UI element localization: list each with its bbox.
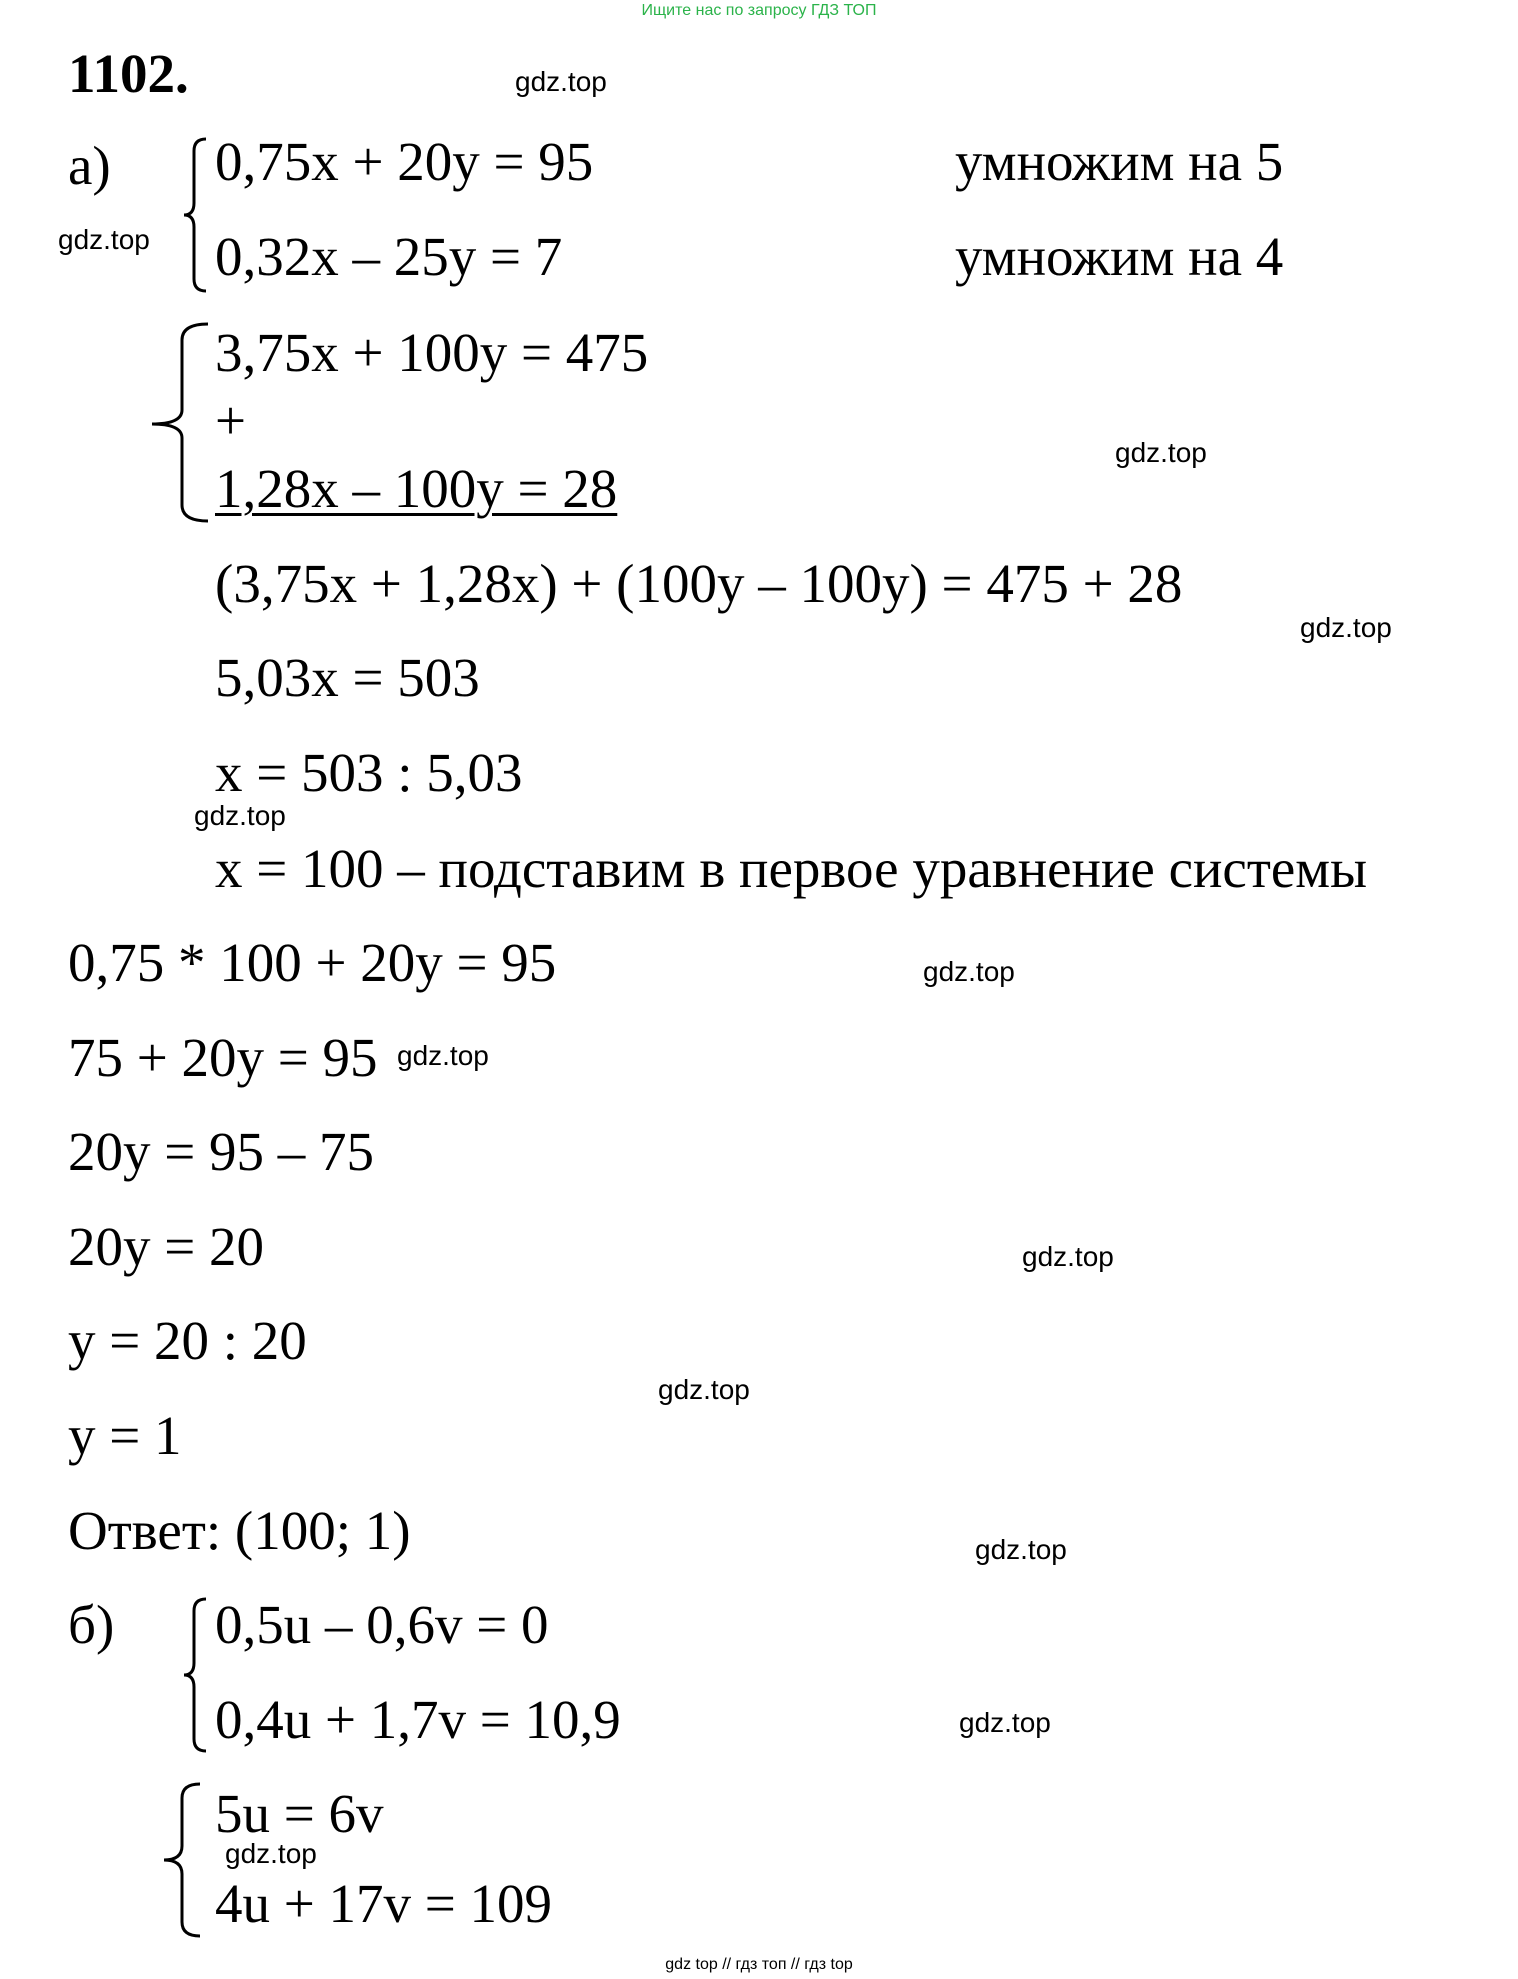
- bottom-banner[interactable]: gdz top // гдз топ // гдз top: [665, 1956, 853, 1973]
- system-b2-eq1: 5u = 6v: [215, 1783, 384, 1844]
- watermark[interactable]: gdz.top: [1115, 437, 1207, 468]
- system2-eq2: 1,28x – 100y = 28: [215, 458, 618, 519]
- system-b1-eq1: 0,5u – 0,6v = 0: [215, 1594, 549, 1655]
- watermark[interactable]: gdz.top: [1022, 1241, 1114, 1272]
- sub-step-2: 75 + 20y = 95: [68, 1027, 378, 1088]
- brace-system-1: [180, 135, 210, 295]
- sub-step-4: 20y = 20: [68, 1216, 265, 1277]
- system1-eq2: 0,32x – 25y = 7: [215, 226, 563, 287]
- watermark[interactable]: gdz.top: [1300, 612, 1392, 643]
- step-1: (3,75x + 1,28x) + (100y – 100y) = 475 + 28: [215, 553, 1183, 614]
- watermark[interactable]: gdz.top: [194, 800, 286, 831]
- sub-step-5: y = 20 : 20: [68, 1310, 307, 1371]
- system1-eq1: 0,75x + 20y = 95: [215, 131, 594, 192]
- watermark[interactable]: gdz.top: [397, 1040, 489, 1071]
- system2-eq1: 3,75x + 100y = 475: [215, 322, 649, 383]
- brace-system-2: [148, 320, 213, 525]
- system-b2-eq2: 4u + 17v = 109: [215, 1873, 553, 1934]
- system-b1-eq2: 0,4u + 1,7v = 10,9: [215, 1689, 621, 1750]
- problem-number: 1102.: [68, 43, 189, 104]
- watermark[interactable]: gdz.top: [975, 1534, 1067, 1565]
- note-multiply-5: умножим на 5: [955, 131, 1284, 192]
- answer: Ответ: (100; 1): [68, 1500, 411, 1561]
- brace-system-b1: [180, 1595, 210, 1755]
- top-banner[interactable]: Ищите нас по запросу ГДЗ ТОП: [641, 2, 877, 19]
- step-3: x = 503 : 5,03: [215, 742, 523, 803]
- sub-step-3: 20y = 95 – 75: [68, 1121, 375, 1182]
- sub-step-6: y = 1: [68, 1405, 182, 1466]
- brace-system-b2: [160, 1780, 205, 1940]
- watermark[interactable]: gdz.top: [658, 1374, 750, 1405]
- sub-step-1: 0,75 * 100 + 20y = 95: [68, 932, 557, 993]
- system2-plus: +: [215, 390, 247, 451]
- watermark[interactable]: gdz.top: [58, 224, 150, 255]
- step-4: x = 100 – подставим в первое уравнение системы: [215, 838, 1368, 899]
- watermark[interactable]: gdz.top: [515, 66, 607, 97]
- note-multiply-4: умножим на 4: [955, 226, 1284, 287]
- step-2: 5,03x = 503: [215, 647, 480, 708]
- part-b-label: б): [68, 1594, 115, 1655]
- watermark[interactable]: gdz.top: [959, 1707, 1051, 1738]
- watermark[interactable]: gdz.top: [225, 1838, 317, 1869]
- part-a-label: а): [68, 135, 111, 196]
- watermark[interactable]: gdz.top: [923, 956, 1015, 987]
